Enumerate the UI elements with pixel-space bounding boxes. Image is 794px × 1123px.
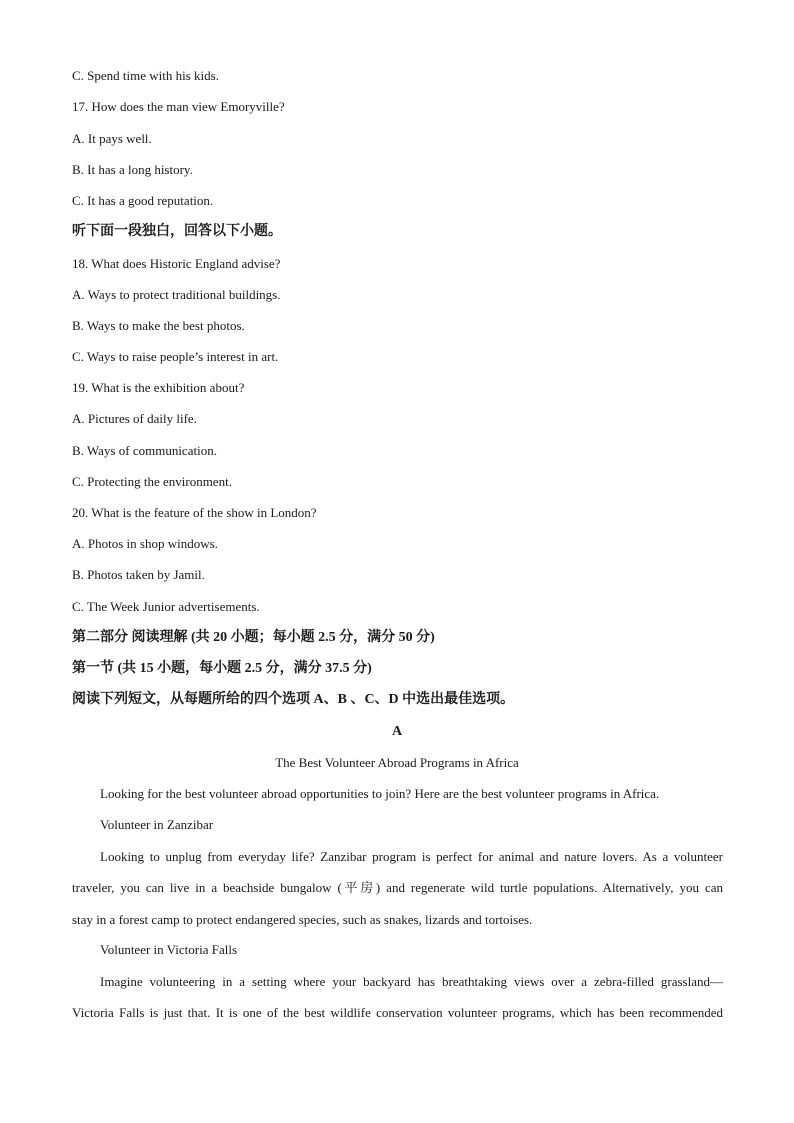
passage-intro: Looking for the best volunteer abroad opportunities to join? Here are the best volunteer programs in Africa. bbox=[100, 786, 660, 801]
option-18b: B. Ways to make the best photos. bbox=[72, 318, 245, 333]
section1-heading: 第一节 (共 15 小题，每小题 2.5 分，满分 37.5 分) bbox=[72, 661, 372, 676]
option-20a: A. Photos in shop windows. bbox=[72, 536, 218, 551]
subheading-victoria-falls: Volunteer in Victoria Falls bbox=[100, 942, 238, 957]
option-19c: C. Protecting the environment. bbox=[72, 474, 232, 489]
option-18c: C. Ways to raise people’s interest in art. bbox=[72, 349, 279, 364]
paragraph-zanzibar-line-1: Looking to unplug from everyday life? Zanzibar program is perfect for animal and nature lovers. As a volunteer bbox=[100, 849, 723, 864]
monologue-instruction: 听下面一段独白，回答以下小题。 bbox=[72, 224, 282, 239]
question-17: 17. How does the man view Emoryville? bbox=[72, 99, 285, 114]
paragraph-zanzibar bbox=[72, 841, 723, 935]
option-17c: C. It has a good reputation. bbox=[72, 193, 214, 208]
option-18a: A. Ways to protect traditional buildings. bbox=[72, 287, 281, 302]
question-18: 18. What does Historic England advise? bbox=[72, 256, 281, 271]
question-20: 20. What is the feature of the show in London? bbox=[72, 505, 317, 520]
subheading-zanzibar: Volunteer in Zanzibar bbox=[100, 817, 214, 832]
paragraph-zanzibar-line-2: traveler, you can live in a beachside bungalow (平房) and regenerate wild turtle populations. Alternatively, you can bbox=[72, 880, 723, 896]
passage-title: The Best Volunteer Abroad Programs in Africa bbox=[275, 755, 519, 770]
reading-instruction: 阅读下列短文，从每题所给的四个选项 A、B 、C、D 中选出最佳选项。 bbox=[72, 692, 515, 707]
paragraph-zanzibar-line-3: stay in a forest camp to protect endangered species, such as snakes, lizards and tortoises. bbox=[72, 911, 533, 927]
passage-letter: A bbox=[391, 724, 403, 739]
paragraph-victoria-line-1: Imagine volunteering in a setting where your backyard has breathtaking views over a zebra-filled grassland— bbox=[100, 974, 723, 989]
option-17b: B. It has a long history. bbox=[72, 162, 193, 177]
option-20c: C. The Week Junior advertisements. bbox=[72, 599, 260, 614]
paragraph-victoria-falls bbox=[72, 966, 723, 1029]
option-16c: C. Spend time with his kids. bbox=[72, 68, 219, 83]
option-17a: A. It pays well. bbox=[72, 131, 152, 146]
paragraph-victoria-line-2: Victoria Falls is just that. It is one of the best wildlife conservation volunteer programs, which has been recommended bbox=[72, 1005, 723, 1021]
option-19a: A. Pictures of daily life. bbox=[72, 411, 197, 426]
part2-heading: 第二部分 阅读理解 (共 20 小题；每小题 2.5 分，满分 50 分) bbox=[72, 630, 435, 645]
option-19b: B. Ways of communication. bbox=[72, 443, 217, 458]
question-19: 19. What is the exhibition about? bbox=[72, 380, 245, 395]
option-20b: B. Photos taken by Jamil. bbox=[72, 567, 205, 582]
